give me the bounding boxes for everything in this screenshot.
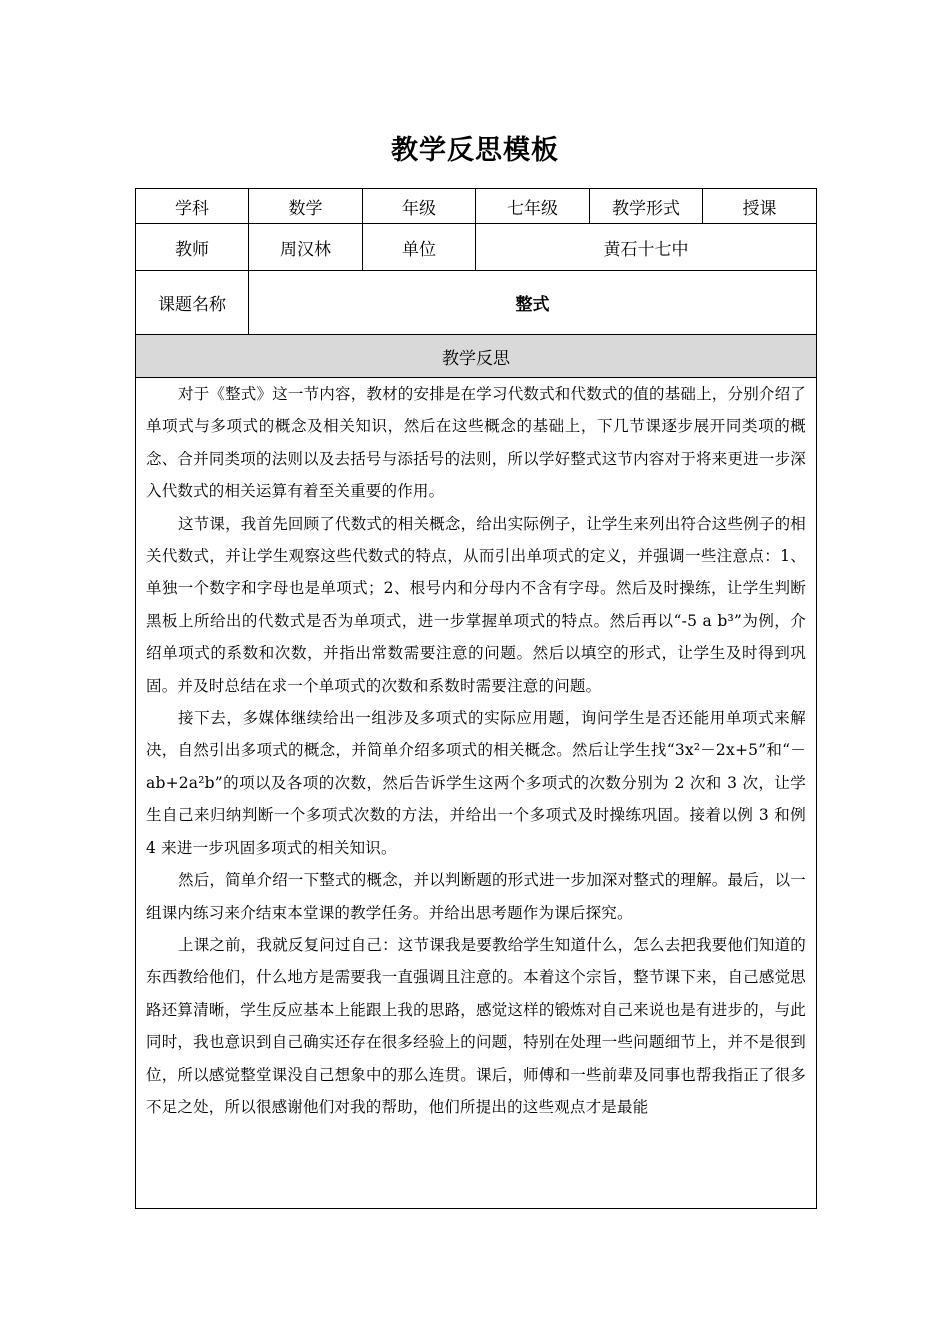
form-value: 授课: [703, 189, 817, 224]
subject-value: 数学: [249, 189, 363, 224]
reflection-body: [136, 378, 817, 1209]
course-label: 课题名称: [136, 271, 249, 335]
unit-value: 黄石十七中: [476, 224, 817, 271]
unit-label: 单位: [363, 224, 476, 271]
reflection-paragraph: 上课之前，我就反复问过自己：这节课我是要教给学生知道什么，怎么去把我要他们知道的东西教给他们，什么地方是需要我一直强调且注意的。本着这个宗旨，整节课下来，自己感觉思路还算清晰，学生反应基本上能跟上我的思路，感觉这样的锻炼对自己来说也是有进步的，与此同时，我也意识到自己确实还存在很多经验上的问题，特别在处理一些问题细节上，并不是很到位，所以感觉整堂课没自己想象中的那么连贯。课后，师傅和一些前辈及同事也帮我指正了很多不足之处，所以很感谢他们对我的帮助，他们所提出的这些观点才是最能: [146, 935, 806, 1116]
teacher-label: 教师: [136, 224, 249, 271]
form-label: 教学形式: [590, 189, 703, 224]
reflection-paragraph: 然后，简单介绍一下整式的概念，并以判断题的形式进一步加深对整式的理解。最后，以一组课内练习来介结束本堂课的教学任务。并给出思考题作为课后探究。: [146, 871, 806, 922]
grade-value: 七年级: [476, 189, 590, 224]
info-row-subject: [136, 189, 817, 224]
reflection-paragraph: 对于《整式》这一节内容，教材的安排是在学习代数式和代数式的值的基础上，分别介绍了单项式与多项式的概念及相关知识，然后在这些概念的基础上，下几节课逐步展开同类项的概念、合并同类项的法则以及去括号与添括号的法则，所以学好整式这节内容对于将来更进一步深入代数式的相关运算有着至关重要的作用。: [146, 385, 806, 501]
reflection-heading: 教学反思: [136, 335, 817, 378]
reflection-body-row: [136, 378, 817, 1209]
grade-label: 年级: [363, 189, 476, 224]
reflection-heading-row: [136, 335, 817, 378]
reflection-form-table: [135, 188, 817, 1209]
reflection-paragraph: 接下去，多媒体继续给出一组涉及多项式的实际应用题，询问学生是否还能用单项式来解决，自然引出多项式的概念，并简单介绍多项式的相关概念。然后让学生找“3x²－2x+5”和“－ab+2a²b”的项以及各项的次数，然后告诉学生这两个多项式的次数分别为 2 次和 3 次，让学生自己来归纳判断一个多项式次数的方法，并给出一个多项式及时操练巩固。接着以例 3 和例 4 来进一步巩固多项式的相关知识。: [146, 709, 806, 857]
subject-label: 学科: [136, 189, 249, 224]
info-row-course: [136, 271, 817, 335]
reflection-paragraph: 这节课，我首先回顾了代数式的相关概念，给出实际例子，让学生来列出符合这些例子的相关代数式，并让学生观察这些代数式的特点，从而引出单项式的定义，并强调一些注意点：1、单独一个数字和字母也是单项式；2、根号内和分母内不含有字母。然后及时操练，让学生判断黑板上所给出的代数式是否为单项式，进一步掌握单项式的特点。然后再以“-5 a b³”为例，介绍单项式的系数和次数，并指出常数需要注意的问题。然后以填空的形式，让学生及时得到巩固。并及时总结在求一个单项式的次数和系数时需要注意的问题。: [146, 514, 806, 695]
info-row-teacher: [136, 224, 817, 271]
page-title: 教学反思模板: [391, 135, 559, 166]
teacher-value: 周汉林: [249, 224, 363, 271]
course-value: 整式: [249, 271, 817, 335]
